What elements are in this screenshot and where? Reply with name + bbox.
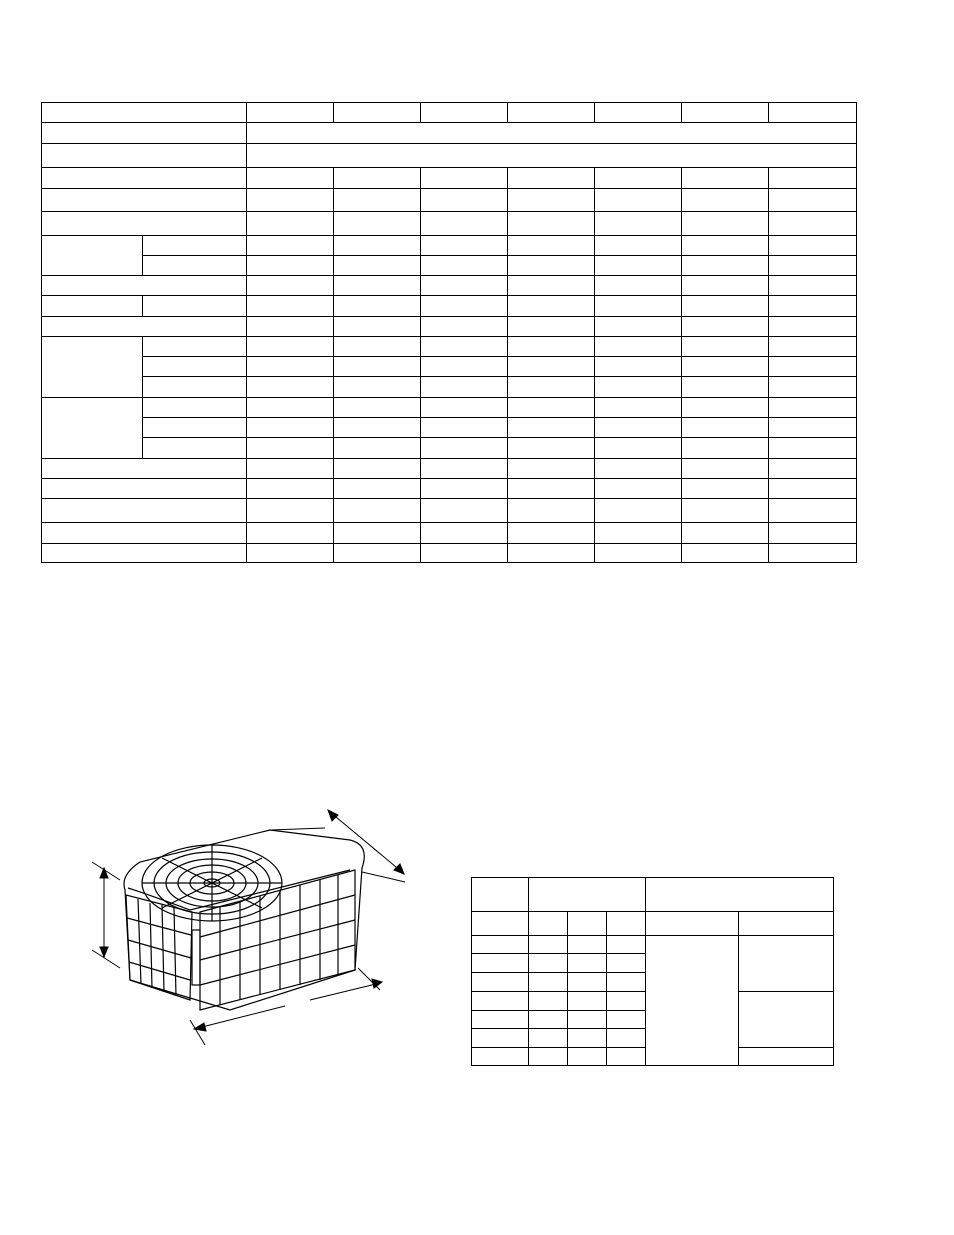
header-cell bbox=[42, 103, 247, 123]
sub-label bbox=[143, 337, 247, 357]
row-label bbox=[42, 317, 247, 337]
row-label bbox=[42, 123, 247, 144]
sub-label bbox=[143, 296, 247, 317]
left-coil-face bbox=[126, 895, 192, 1000]
model-column-header bbox=[247, 103, 334, 123]
group-label bbox=[42, 236, 143, 276]
table-row bbox=[42, 296, 857, 317]
merged-value-cell bbox=[739, 936, 834, 992]
sub-label bbox=[143, 357, 247, 377]
table-row bbox=[42, 479, 857, 499]
table-row bbox=[42, 317, 857, 337]
sub-label bbox=[143, 377, 247, 398]
sub-label bbox=[143, 418, 247, 438]
row-label bbox=[42, 168, 247, 189]
depth-arrow bbox=[330, 812, 402, 872]
table-row bbox=[42, 438, 857, 459]
model-column-header bbox=[508, 103, 595, 123]
table-subheader-row bbox=[472, 912, 834, 936]
row-label bbox=[42, 144, 247, 168]
table-row bbox=[42, 398, 857, 418]
group-label bbox=[42, 337, 143, 398]
table-row bbox=[42, 418, 857, 438]
dimensions-table bbox=[471, 877, 834, 1066]
group-label bbox=[42, 296, 143, 317]
table-row bbox=[42, 276, 857, 296]
merged-value-cell bbox=[739, 992, 834, 1048]
connections-header bbox=[646, 878, 834, 912]
table-row bbox=[42, 544, 857, 563]
row-label bbox=[42, 499, 247, 523]
sub-label bbox=[143, 256, 247, 276]
row-label bbox=[42, 189, 247, 212]
sub-label bbox=[143, 236, 247, 256]
table-row bbox=[42, 212, 857, 236]
merged-value-cell bbox=[646, 936, 739, 1066]
table-header-row bbox=[42, 103, 857, 123]
width-arrow-right bbox=[310, 983, 380, 1000]
table-row bbox=[42, 499, 857, 523]
row-label bbox=[42, 459, 247, 479]
dimensions-header bbox=[529, 878, 646, 912]
width-arrow-left bbox=[198, 1006, 285, 1028]
model-column-header bbox=[334, 103, 421, 123]
row-label bbox=[42, 544, 247, 563]
model-column-header bbox=[595, 103, 682, 123]
table-row bbox=[42, 123, 857, 144]
width-extension-right bbox=[358, 968, 380, 990]
model-column-header bbox=[682, 103, 769, 123]
table-row bbox=[472, 936, 834, 954]
table-row bbox=[42, 337, 857, 357]
group-label bbox=[42, 398, 143, 459]
model-header bbox=[472, 878, 529, 912]
table-row bbox=[42, 189, 857, 212]
table-row bbox=[42, 357, 857, 377]
sub-label bbox=[143, 398, 247, 418]
row-label bbox=[42, 479, 247, 499]
sub-label bbox=[143, 438, 247, 459]
table-row bbox=[42, 144, 857, 168]
logo-panel bbox=[192, 930, 200, 985]
spanning-value-cell bbox=[247, 144, 857, 168]
row-label bbox=[42, 212, 247, 236]
table-row bbox=[42, 236, 857, 256]
model-column-header bbox=[421, 103, 508, 123]
condensing-unit-illustration bbox=[80, 800, 420, 1060]
row-label bbox=[42, 523, 247, 544]
depth-extension-bottom bbox=[362, 872, 405, 882]
table-row bbox=[42, 377, 857, 398]
table-header-row bbox=[472, 878, 834, 912]
depth-extension bbox=[270, 828, 325, 830]
table-row bbox=[42, 256, 857, 276]
row-label bbox=[42, 276, 247, 296]
specifications-table bbox=[41, 102, 857, 563]
table-row bbox=[42, 459, 857, 479]
table-row bbox=[42, 168, 857, 189]
model-column-header bbox=[769, 103, 857, 123]
table-row bbox=[42, 523, 857, 544]
spanning-value-cell bbox=[247, 123, 857, 144]
